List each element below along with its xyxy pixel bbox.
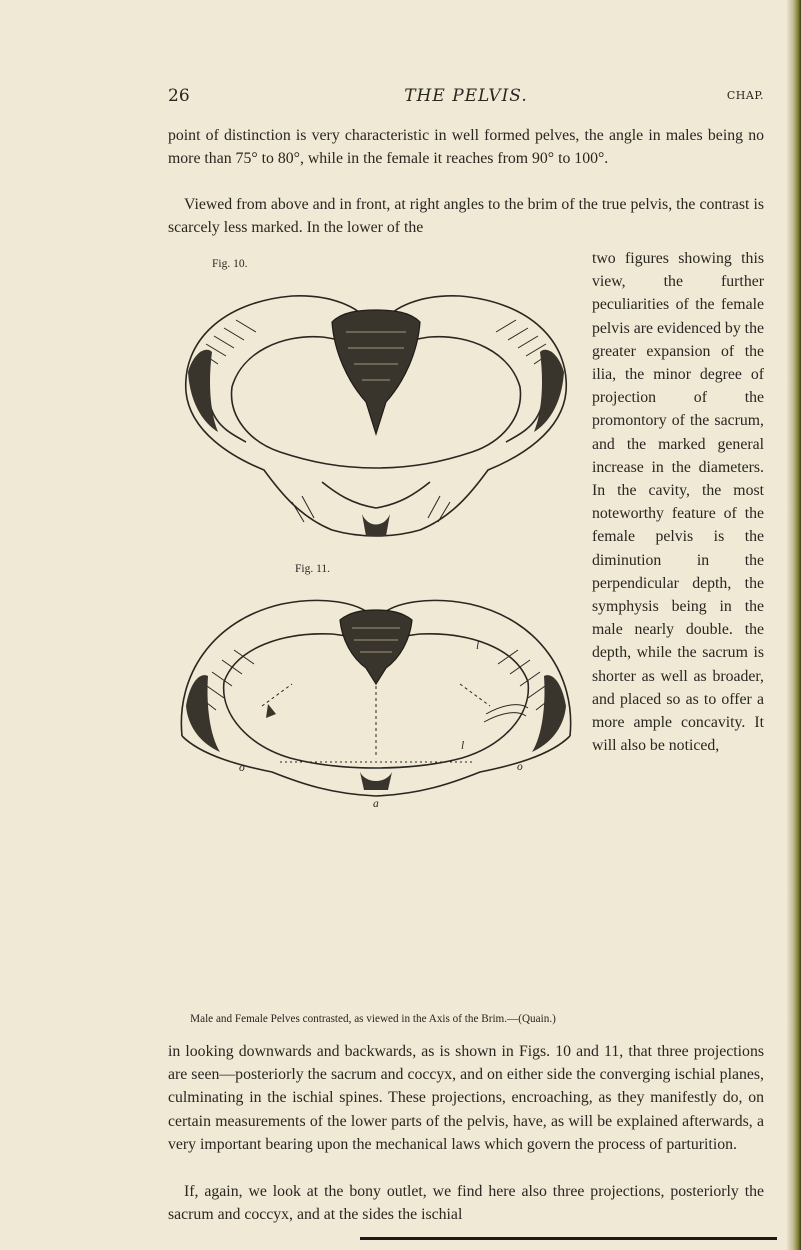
fig-11-letter-o-right: o <box>517 761 523 773</box>
figure-caption: Male and Female Pelves contrasted, as viewed in the Axis of the Brim.—(Quain.) <box>190 1013 556 1025</box>
bottom-rule <box>360 1237 777 1240</box>
fig-11-letter-o-left: o <box>239 762 245 774</box>
fig-11-label: Fig. 11. <box>295 563 331 575</box>
page-header <box>168 86 764 108</box>
fig-11-letter-a: a <box>373 798 379 810</box>
fig-10-male-pelvis-illustration <box>172 282 580 540</box>
running-title: THE PELVIS. <box>404 86 528 106</box>
paragraph-2-side-column: two figures showing this view, the further peculiarities of the female pelvis are evidenced by the greater expansion of the ilia, the minor degree of projection of the promontory of the sacrum, and the marked general increase in the diameters. In the cavity, the most noteworthy feature of the female pelvis is the diminution in the perpendicular depth, the symphysis being in the male nearly double. the depth, while the sacrum is shorter as well as broader, and placed so as to offer a more ample concavity. It will also be noticed, <box>592 250 764 755</box>
paragraph-3: If, again, we look at the bony outlet, we find here also three projections, posteriorly the sacrum and coccyx, and at the sides the ischial <box>168 1183 764 1224</box>
fig-10-label: Fig. 10. <box>212 258 248 270</box>
fig-11-letter-l-right: l <box>476 640 480 652</box>
paragraph-2-lead: Viewed from above and in front, at right angles to the brim of the true pelvis, the contrast is scarcely less marked. In the lower of the <box>168 196 764 237</box>
page-number: 26 <box>168 86 190 106</box>
paragraph-1: point of distinction is very characteristic in well formed pelves, the angle in males being no more than 75° to 80°, while in the female it reaches from 90° to 100°. <box>168 127 764 168</box>
fig-11-letter-l-center: l <box>461 740 465 752</box>
chapter-label: CHAP. <box>726 89 764 102</box>
paragraph-2-tail: in looking downwards and backwards, as is shown in Figs. 10 and 11, that three projections are seen—posteriorly the sacrum and coccyx, and on either side the converging ischial planes, culminating in the ischial spines. These projections, encroaching, as they manifestly do, on certain measurements of the lower parts of the pelvis, have, as will be explained afterwards, a very important bearing upon the mechanical laws which govern the process of parturition. <box>168 1043 764 1153</box>
page-edge <box>787 0 801 1250</box>
